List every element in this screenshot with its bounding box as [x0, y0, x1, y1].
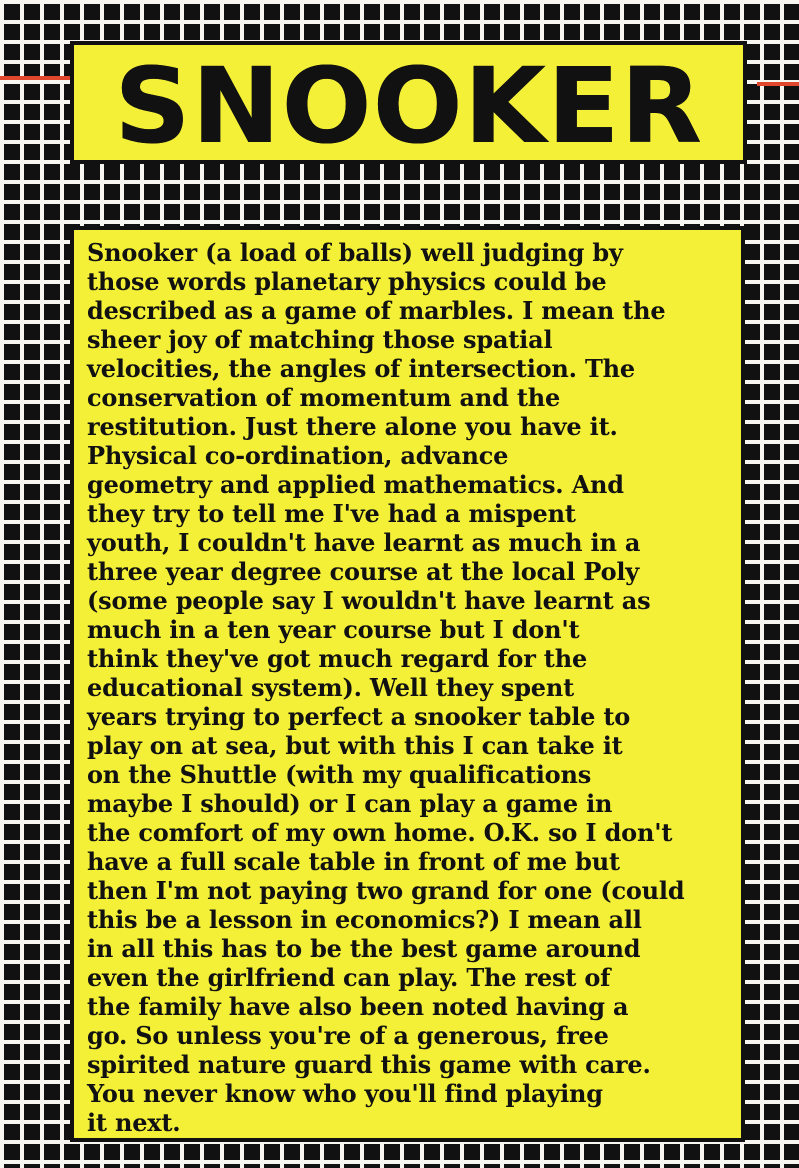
- red-accent-line-left: [0, 76, 72, 80]
- title-panel: [70, 41, 747, 167]
- article-panel: [70, 226, 745, 1142]
- page-title: SNOOKER: [113, 44, 704, 167]
- red-accent-line-right: [757, 82, 799, 86]
- article-body: Snooker (a load of balls) well judging by those words planetary physics could be described as a game of marbles. I mean the sheer joy of matching those spatial velocities, the angles of intersection. The conservation of momentum and the restitution. Just there alone you have it. Physical co-ordination, advance geometry and applied mathematics. And they try to tell me I've had a mispent youth, I couldn't have learnt as much in a three year degree course at the local Poly (some people say I wouldn't have learnt as much in a ten year course but I don't think they've got much regard for the educational system). Well they spent years trying to perfect a snooker table to play on at sea, but with this I can take it on the Shuttle (with my qualifications maybe I should) or I can play a game in the comfort of my own home. O.K. so I don't have a full scale table in front of me but then I'm not paying two grand for one (could this be a lesson in economics?) I mean all in all this has to be the best game around even the girlfriend can play. The rest of the family have also been noted having a go. So unless you're of a generous, free spirited nature guard this game with care. You never know who you'll find playing it next.: [87, 238, 685, 1137]
